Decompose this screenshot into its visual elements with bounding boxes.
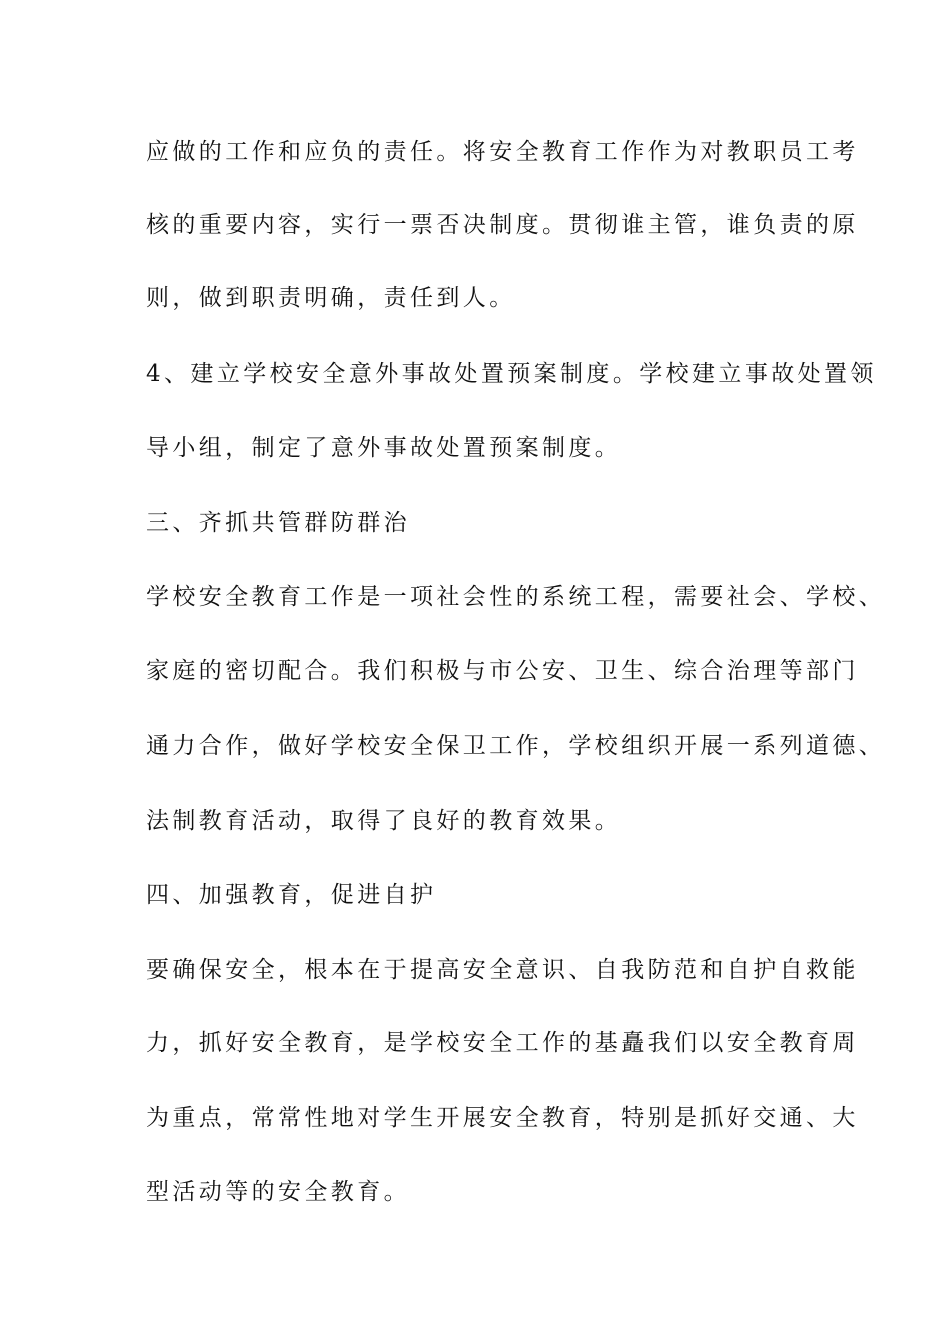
section-heading: 三、齐抓共管群防群治 [146,510,410,536]
paragraph-line: 通力合作，做好学校安全保卫工作，学校组织开展一系列道德、 [146,733,886,759]
paragraph-line: 学校安全教育工作是一项社会性的系统工程，需要社会、学校、 [146,584,886,610]
paragraph-line: 应做的工作和应负的责任。将安全教育工作作为对教职员工考 [146,139,859,165]
paragraph-line: 家庭的密切配合。我们积极与市公安、卫生、综合治理等部门 [146,658,859,684]
paragraph-line: 则，做到职责明确，责任到人。 [146,285,516,311]
paragraph-line: 型活动等的安全教育。 [146,1179,410,1205]
paragraph-line: 法制教育活动，取得了良好的教育效果。 [146,808,622,834]
paragraph-line: 核的重要内容，实行一票否决制度。贯彻谁主管，谁负责的原 [146,212,859,238]
paragraph-line: 4、建立学校安全意外事故处置预案制度。学校建立事故处置领 [146,361,877,387]
paragraph-line: 力，抓好安全教育，是学校安全工作的基矗我们以安全教育周 [146,1030,859,1056]
paragraph-line: 导小组，制定了意外事故处置预案制度。 [146,435,622,461]
paragraph-line: 要确保安全，根本在于提高安全意识、自我防范和自护自救能 [146,957,859,983]
section-heading: 四、加强教育，促进自护 [146,882,437,908]
paragraph-line: 为重点，常常性地对学生开展安全教育，特别是抓好交通、大 [146,1105,859,1131]
